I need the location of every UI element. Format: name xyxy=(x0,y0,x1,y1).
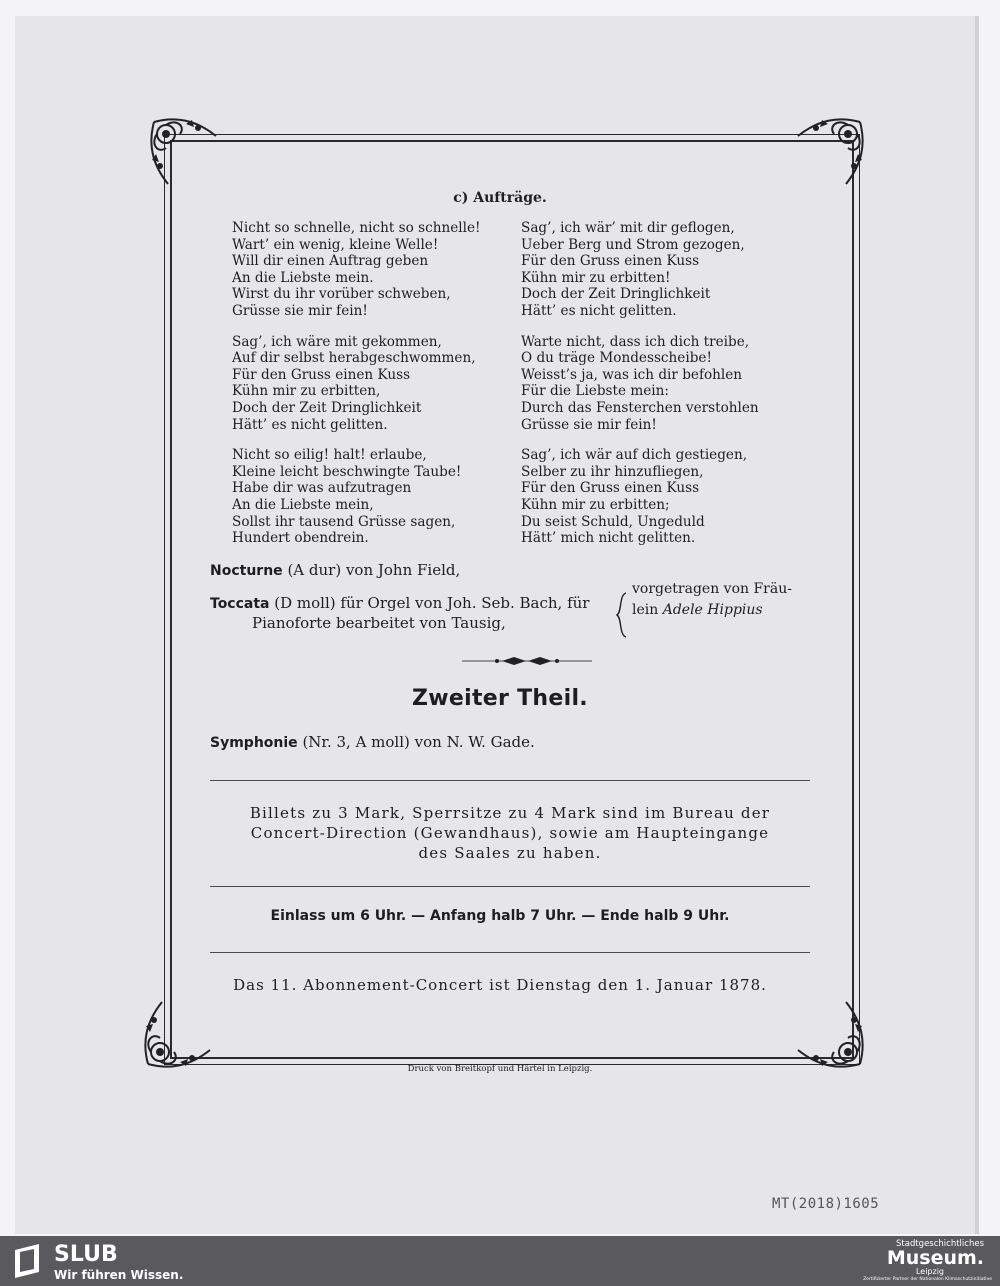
nocturne-entry xyxy=(210,561,460,581)
performer-name: Adele Hippius xyxy=(662,602,763,618)
work-title: Symphonie xyxy=(210,735,298,751)
poem-right-column xyxy=(521,220,759,561)
next-concert-notice: Das 11. Abonnement-Concert ist Dienstag den 1. Januar 1878. xyxy=(233,976,767,994)
poem-line: Selber zu ihr hinzufliegen, xyxy=(521,463,704,480)
poem-line: Sollst ihr tausend Grüsse sagen, xyxy=(232,513,456,530)
poem-line: Sag’, ich wäre mit gekommen, xyxy=(232,333,442,350)
poem-stanza xyxy=(521,334,759,434)
poem-line: Wirst du ihr vorüber schweben, xyxy=(232,286,451,303)
poem-left-column xyxy=(232,220,480,561)
corner-ornament-icon xyxy=(146,114,218,186)
performer-prefix: lein xyxy=(632,602,659,618)
poem-line: Doch der Zeit Dringlichkeit xyxy=(232,399,422,416)
poem-line: Für den Gruss einen Kuss xyxy=(232,366,411,383)
poem-stanza xyxy=(232,447,480,547)
poem-line: Doch der Zeit Dringlichkeit xyxy=(521,286,711,303)
poem-line: Wart’ ein wenig, kleine Welle! xyxy=(232,236,439,253)
poem-line: Hätt’ es nicht gelitten. xyxy=(521,302,677,319)
poem-line: Grüsse sie mir fein! xyxy=(232,302,368,319)
poem-line: Habe dir was aufzutragen xyxy=(232,480,412,497)
brace-icon xyxy=(616,592,628,638)
poem-line: Nicht so eilig! halt! erlaube, xyxy=(232,447,427,464)
poem-stanza xyxy=(232,220,480,320)
ticket-info-line: Concert-Direction (Gewandhaus), sowie am Haupteingange xyxy=(250,824,770,842)
poem-line: Kleine leicht beschwingte Taube! xyxy=(232,463,462,480)
ticket-info xyxy=(220,803,800,863)
divider-line xyxy=(210,780,810,781)
ticket-info-line: des Saales zu haben. xyxy=(418,844,602,862)
footer-bar xyxy=(0,1236,1000,1286)
poem-line: Weisst’s ja, was ich dir befohlen xyxy=(521,366,743,383)
work-detail: (D moll) für Orgel von Joh. Seb. Bach, für xyxy=(274,594,590,612)
poem-line: Kühn mir zu erbitten; xyxy=(521,496,670,513)
poem-line: Warte nicht, dass ich dich treibe, xyxy=(521,333,750,350)
toccata-detail-line: Pianoforte bearbeitet von Tausig, xyxy=(252,614,506,632)
poem-line: Will dir einen Auftrag geben xyxy=(232,253,429,270)
poem-line: Für den Gruss einen Kuss xyxy=(521,480,700,497)
work-detail: (A dur) von John Field, xyxy=(287,561,461,579)
poem-line: Für die Liebste mein: xyxy=(521,383,669,400)
poem-line: Nicht so schnelle, nicht so schnelle! xyxy=(232,220,481,236)
poem-line: An die Liebste mein. xyxy=(232,269,374,286)
museum-name: Museum. xyxy=(886,1247,984,1269)
poem-stanza xyxy=(521,447,759,547)
slub-name: SLUB xyxy=(54,1242,118,1267)
part-two-title: Zweiter Theil. xyxy=(412,686,588,711)
work-detail: (Nr. 3, A moll) von N. W. Gade. xyxy=(302,733,535,751)
section-heading: c) Aufträge. xyxy=(453,190,547,206)
poem-stanza xyxy=(232,334,480,434)
work-title: Toccata xyxy=(210,596,270,612)
poem-line: Du seist Schuld, Ungeduld xyxy=(521,513,705,530)
poem-line: Hätt’ mich nicht gelitten. xyxy=(521,530,696,547)
ticket-info-line: Billets zu 3 Mark, Sperrsitze zu 4 Mark sind im Bureau der xyxy=(249,804,771,822)
museum-city: Leipzig xyxy=(915,1267,944,1276)
poem-line: Kühn mir zu erbitten! xyxy=(521,269,671,286)
poem-stanza xyxy=(521,220,759,320)
divider-ornament-icon xyxy=(462,655,592,667)
corner-ornament-icon xyxy=(140,1000,212,1072)
poem-line: Sag’, ich wär’ mit dir geflogen, xyxy=(521,220,735,236)
work-title: Nocturne xyxy=(210,563,283,579)
concert-times: Einlass um 6 Uhr. — Anfang halb 7 Uhr. — Ende halb 9 Uhr. xyxy=(270,908,730,924)
museum-label: Stadtgeschichtliches xyxy=(896,1239,984,1249)
poem-line: Auf dir selbst herabgeschwommen, xyxy=(232,350,476,367)
corner-ornament-icon xyxy=(796,114,868,186)
poem-line: Sag’, ich wär auf dich gestiegen, xyxy=(521,447,748,464)
poem-line: An die Liebste mein, xyxy=(232,496,374,513)
poem-line: Ueber Berg und Strom gezogen, xyxy=(521,236,745,253)
slub-tagline: Wir führen Wissen. xyxy=(54,1268,184,1282)
poem-line: Kühn mir zu erbitten, xyxy=(232,383,381,400)
corner-ornament-icon xyxy=(796,1000,868,1072)
symphonie-entry xyxy=(210,733,535,753)
poem-line: Durch das Fensterchen verstohlen xyxy=(521,399,759,416)
divider-line xyxy=(210,952,810,953)
poem-line: Hundert obendrein. xyxy=(232,530,369,547)
divider-line xyxy=(210,886,810,887)
toccata-entry xyxy=(210,594,589,614)
poem-line: Grüsse sie mir fein! xyxy=(521,416,657,433)
shelfmark: MT(2018)1605 xyxy=(772,1196,880,1212)
performer-credit xyxy=(632,601,763,620)
printer-imprint: Druck von Breitkopf und Härtel in Leipzig. xyxy=(407,1064,593,1074)
performer-line: vorgetragen von Fräu- xyxy=(632,581,792,597)
museum-subline: Zertifizierter Partner der Nationalen Klimaschutzinitiative xyxy=(863,1277,992,1282)
poem-line: Hätt’ es nicht gelitten. xyxy=(232,416,388,433)
poem-line: O du träge Mondesscheibe! xyxy=(521,350,712,367)
slub-logo-icon xyxy=(12,1242,42,1280)
poem-line: Für den Gruss einen Kuss xyxy=(521,253,700,270)
